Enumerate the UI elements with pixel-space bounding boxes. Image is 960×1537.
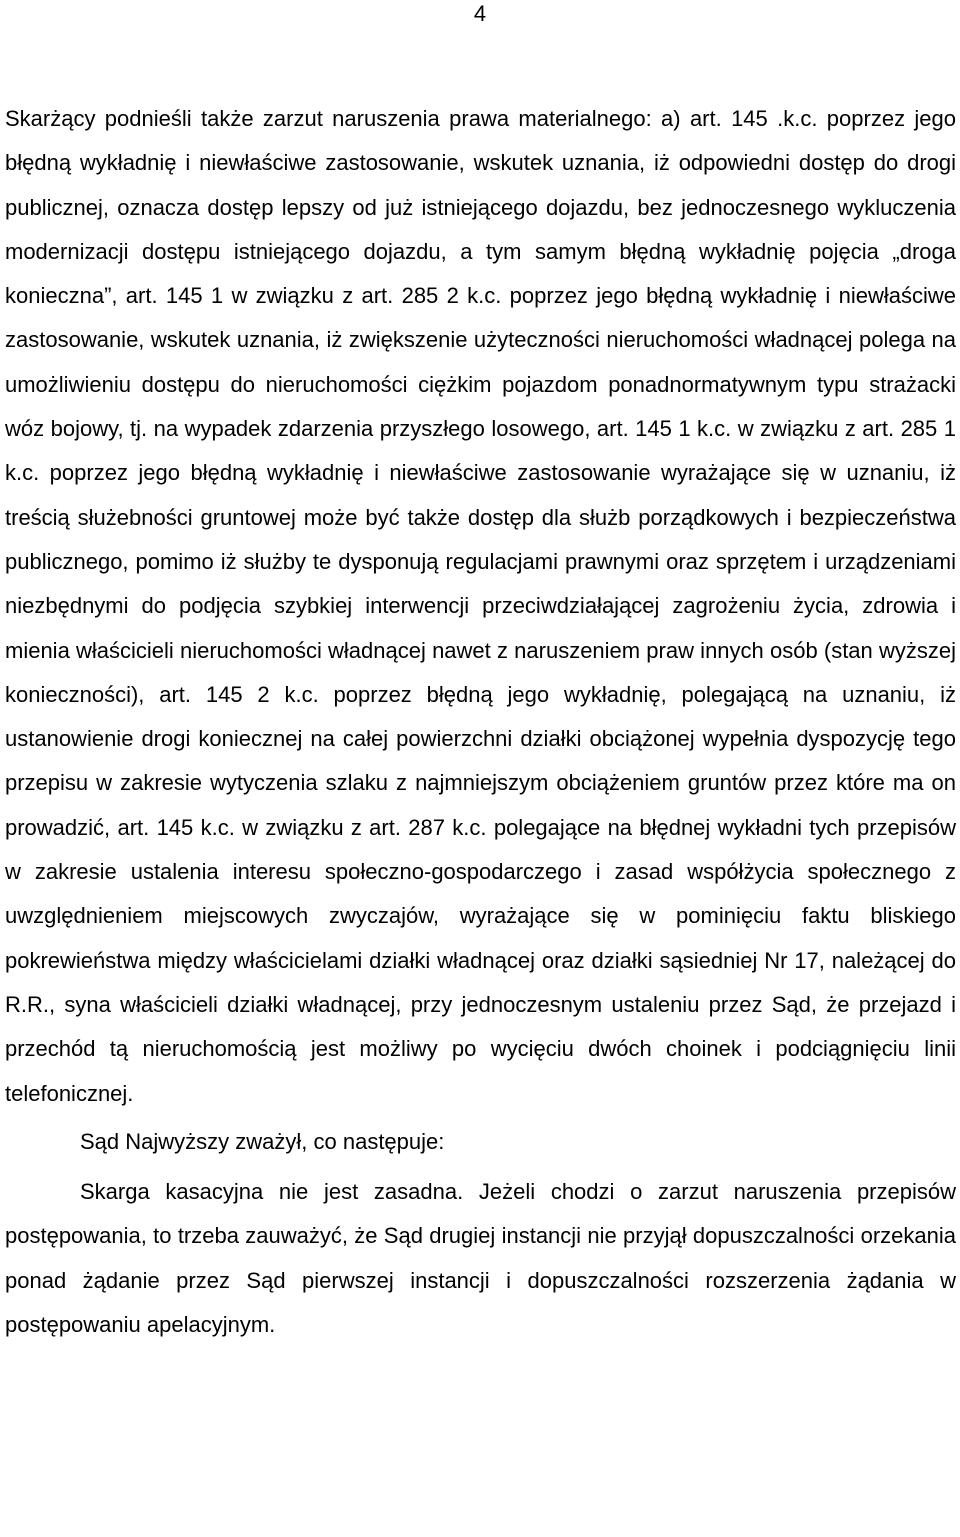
paragraph-court-considered: Sąd Najwyższy zważył, co następuje: <box>80 1128 445 1154</box>
paragraph-cassation-charges: Skarżący podnieśli także zarzut naruszenia prawa materialnego: a) art. 145 .k.c. poprzez jego błędną wykładnię i niewłaściwe zastosowanie, wskutek uznania, iż odpowiedni dostęp do drogi publicznej, oznacza dostęp lepszy od już istniejącego dojazdu, bez jednoczesnego wykluczenia modernizacji dostępu istniejącego dojazdu, a tym samym błędną wykładnię pojęcia „droga konieczna”, art. 145 1 w związku z art. 285 2 k.c. poprzez jego błędną wykładnię i niewłaściwe zastosowanie, wskutek uznania, iż zwiększenie użyteczności nieruchomości władnącej polega na umożliwieniu dostępu do nieruchomości ciężkim pojazdom ponadnormatywnym typu strażacki wóz bojowy, tj. na wypadek zdarzenia przyszłego losowego, art. 145 1 k.c. w związku z art. 285 1 k.c. poprzez jego błędną wykładnię i niewłaściwe zastosowanie wyrażające się w uznaniu, iż treścią służebności gruntowej może być także dostęp dla służb porządkowych i bezpieczeństwa publicznego, pomimo iż służby te dysponują regulacjami prawnymi oraz sprzętem i urządzeniami niezbędnymi do podjęcia szybkiej interwencji przeciwdziałającej zagrożeniu życia, zdrowia i mienia właścicieli nieruchomości władnącej nawet z naruszeniem praw innych osób (stan wyższej konieczności), art. 145 2 k.c. poprzez błędną jego wykładnię, polegającą na uznaniu, iż ustanowienie drogi koniecznej na całej powierzchni działki obciążonej wypełnia dyspozycję tego przepisu w zakresie wytyczenia szlaku z najmniejszym obciążeniem gruntów przez które ma on prowadzić, art. 145 k.c. w związku z art. 287 k.c. polegające na błędnej wykładni tych przepisów w zakresie ustalenia interesu społeczno-gospodarczego i zasad współżycia społecznego z uwzględnieniem miejscowych zwyczajów, wyrażające się w pominięciu faktu bliskiego pokrewieństwa między właścicielami działki władnącej oraz działki sąsiedniej Nr 17, należącej do R.R., syna właścicieli działki władnącej, przy jednoczesnym ustaleniu przez Sąd, że przejazd i przechód tą nieruchomością jest możliwy po wycięciu dwóch choinek i podciągnięciu linii telefonicznej. <box>5 106 956 1106</box>
paragraph-complaint-unfounded: Skarga kasacyjna nie jest zasadna. Jeżeli chodzi o zarzut naruszenia przepisów postępowania, to trzeba zauważyć, że Sąd drugiej instancji nie przyjął dopuszczalności orzekania ponad żądanie przez Sąd pierwszej instancji i dopuszczalności rozszerzenia żądania w postępowaniu apelacyjnym. <box>5 1179 956 1338</box>
page-number: 4 <box>473 1 487 26</box>
document-body <box>5 97 956 1347</box>
